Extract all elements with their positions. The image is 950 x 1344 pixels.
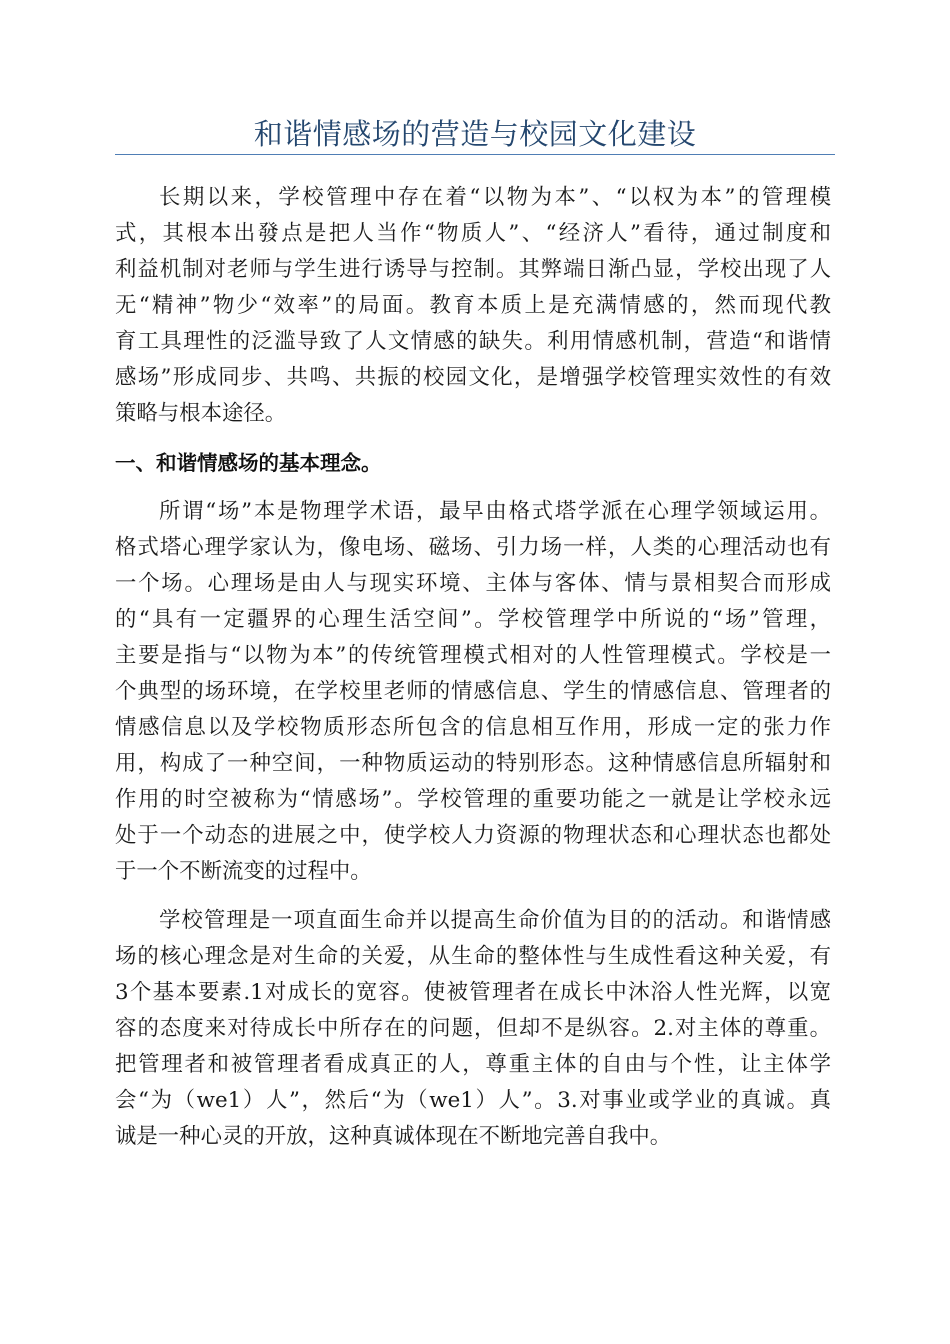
text-line: 的“具有一定疆界的心理生活空间”。学校管理学中所说的“场”管理， xyxy=(115,607,831,632)
text-line: 个典型的场环境，在学校里老师的情感信息、学生的情感信息、管理者的 xyxy=(115,679,831,704)
text-line: 3个基本要素.1对成长的宽容。使被管理者在成长中沐浴人性光辉，以宽 xyxy=(115,980,831,1005)
text-line: 长期以来，学校管理中存在着“以物为本”、“以权为本”的管理模 xyxy=(159,185,831,210)
text-line: 感场”形成同步、共鸣、共振的校园文化，是增强学校管理实效性的有效 xyxy=(115,365,831,390)
text-line: 格式塔心理学家认为，像电场、磁场、引力场一样，人类的心理活动也有 xyxy=(115,535,831,560)
text-line: 学校管理是一项直面生命并以提高生命价值为目的的活动。和谐情感 xyxy=(159,908,831,933)
text-line: 于一个不断流变的过程中。 xyxy=(115,859,372,884)
text-line: 作用的时空被称为“情感场”。学校管理的重要功能之一就是让学校永远 xyxy=(115,787,831,812)
paragraph-core-values xyxy=(115,903,831,1155)
section-heading: 一、和谐情感场的基本理念。 xyxy=(115,451,382,475)
text-line: 利益机制对老师与学生进行诱导与控制。其弊端日渐凸显，学校出现了人 xyxy=(115,257,831,282)
text-line: 把管理者和被管理者看成真正的人，尊重主体的自由与个性，让主体学 xyxy=(115,1052,831,1077)
text-line: 策略与根本途径。 xyxy=(115,401,287,426)
text-line: 一个场。心理场是由人与现实环境、主体与客体、情与景相契合而形成 xyxy=(115,571,831,596)
text-line: 式，其根本出發点是把人当作“物质人”、“经济人”看待，通过制度和 xyxy=(115,221,831,246)
text-line: 容的态度来对待成长中所存在的问题，但却不是纵容。2.对主体的尊重。 xyxy=(115,1016,831,1041)
text-line: 处于一个动态的进展之中，使学校人力资源的物理状态和心理状态也都处 xyxy=(115,823,831,848)
document-body xyxy=(115,180,831,1155)
text-line: 场的核心理念是对生命的关爱，从生命的整体性与生成性看这种关爱，有 xyxy=(115,944,831,969)
text-line: 情感信息以及学校物质形态所包含的信息相互作用，形成一定的张力作 xyxy=(115,715,831,740)
title-underline xyxy=(115,154,835,155)
text-line: 所谓“场”本是物理学术语，最早由格式塔学派在心理学领域运用。 xyxy=(159,499,831,524)
text-line: 主要是指与“以物为本”的传统管理模式相对的人性管理模式。学校是一 xyxy=(115,643,831,668)
text-line: 用，构成了一种空间，一种物质运动的特别形态。这种情感信息所辐射和 xyxy=(115,751,831,776)
text-line: 无“精神”物少“效率”的局面。教育本质上是充满情感的，然而现代教 xyxy=(115,293,831,318)
text-line: 诚是一种心灵的开放，这种真诚体现在不断地完善自我中。 xyxy=(115,1124,672,1149)
paragraph-field-concept xyxy=(115,494,831,890)
text-line: 育工具理性的泛滥导致了人文情感的缺失。利用情感机制，营造“和谐情 xyxy=(115,329,831,354)
paragraph-intro xyxy=(115,180,831,432)
document-title: 和谐情感场的营造与校园文化建设 xyxy=(253,117,697,151)
text-line: 会“为（we1）人”，然后“为（we1）人”。3.对事业或学业的真诚。真 xyxy=(115,1088,831,1113)
